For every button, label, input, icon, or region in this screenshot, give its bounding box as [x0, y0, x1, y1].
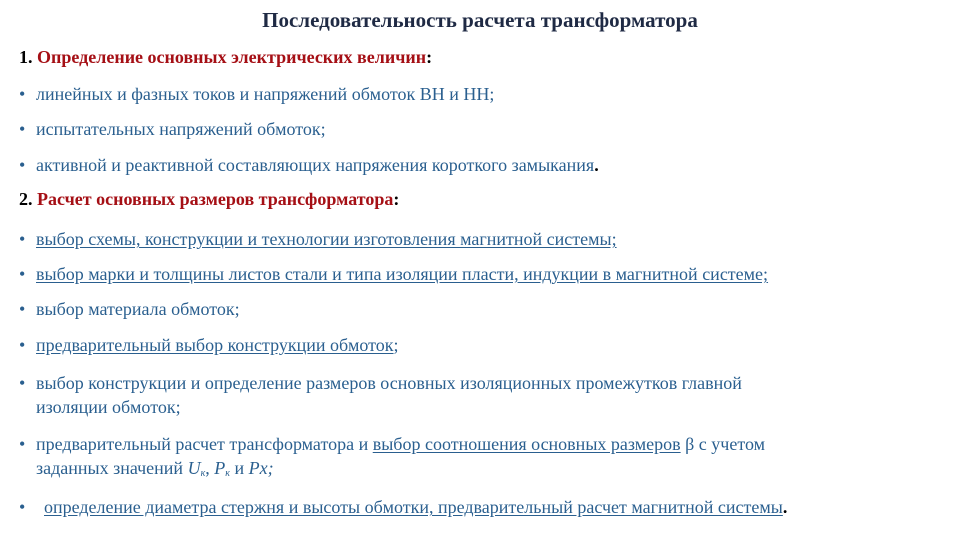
section-1-number: 1.: [19, 47, 33, 67]
section-2-label: Расчет основных размеров трансформатора: [37, 189, 394, 209]
list-item: [19, 117, 939, 141]
list-item-text: линейных и фазных токов и напряжений обмоток ВН и НН;: [36, 84, 495, 104]
list-item-text-a: предварительный расчет трансформатора и: [36, 434, 373, 454]
list-item-text: [19, 432, 939, 486]
bullet-icon: •: [19, 497, 26, 517]
list-item-text: [19, 227, 939, 251]
list-item-line-2: изоляции обмоток;: [36, 397, 181, 417]
separator: ,: [205, 458, 215, 478]
conjunction: и: [229, 458, 249, 478]
list-item-text: [19, 262, 939, 286]
bullet-icon: •: [19, 229, 26, 249]
link-winding-design[interactable]: предварительный выбор конструкции обмоток: [36, 335, 394, 355]
list-item: [19, 495, 939, 519]
list-item: [19, 371, 939, 419]
list-item-text-main: активной и реактивной составляющих напряжения короткого замыкания: [36, 155, 595, 175]
list-item: [19, 153, 939, 177]
section-2-colon: :: [393, 189, 400, 209]
symbol-u: U: [187, 458, 201, 478]
list-item-text: выбор материала обмоток;: [36, 299, 240, 319]
bullet-icon: •: [19, 299, 26, 319]
list-item-text-b: β с учетом: [680, 434, 766, 454]
bullet-icon: •: [19, 434, 26, 454]
list-item-text: [19, 153, 939, 177]
list-item-end: ;: [267, 458, 274, 478]
list-item-end: .: [782, 497, 788, 517]
section-2-heading: [19, 189, 399, 210]
list-item-end: ;: [393, 335, 399, 355]
symbol-p: P: [214, 458, 226, 478]
list-item: [19, 262, 939, 286]
section-2-number: 2.: [19, 189, 33, 209]
list-item-end: .: [594, 155, 599, 175]
link-main-dimensions-ratio[interactable]: выбор соотношения основных размеров: [372, 434, 681, 454]
bullet-icon: •: [19, 119, 26, 139]
section-1-colon: :: [426, 47, 433, 67]
section-1-label: Определение основных электрических величин: [37, 47, 427, 67]
bullet-icon: •: [19, 84, 26, 104]
list-item-text-c: заданных значений: [36, 458, 188, 478]
link-magnetic-system-scheme[interactable]: выбор схемы, конструкции и технологии изготовления магнитной системы;: [36, 229, 617, 249]
page-title: Последовательность расчета трансформатора: [262, 8, 698, 32]
list-item-line-1: выбор конструкции и определение размеров основных изоляционных промежутков главной: [36, 373, 742, 393]
bullet-icon: •: [19, 155, 26, 175]
link-core-diameter[interactable]: определение диаметра стержня и высоты обмотки, предварительный расчет магнитной системы: [44, 497, 783, 517]
list-item-text: [19, 333, 939, 357]
bullet-icon: •: [19, 373, 26, 393]
bullet-icon: •: [19, 335, 26, 355]
list-item-text: [19, 371, 939, 419]
symbol-u-subscript: к: [200, 468, 206, 479]
link-steel-grade[interactable]: выбор марки и толщины листов стали и типа изоляции пласти, индукции в магнитной системе;: [36, 264, 769, 284]
list-item-text: испытательных напряжений обмоток;: [36, 119, 326, 139]
symbol-p-subscript: к: [225, 468, 230, 479]
list-item: [19, 333, 939, 357]
list-item: [19, 297, 939, 321]
symbol-px: Px: [248, 458, 268, 478]
section-1-heading: [19, 47, 432, 68]
list-item: [19, 432, 939, 486]
list-item-text: [19, 495, 939, 519]
list-item: [19, 227, 939, 251]
bullet-icon: •: [19, 264, 26, 284]
list-item: [19, 82, 939, 106]
